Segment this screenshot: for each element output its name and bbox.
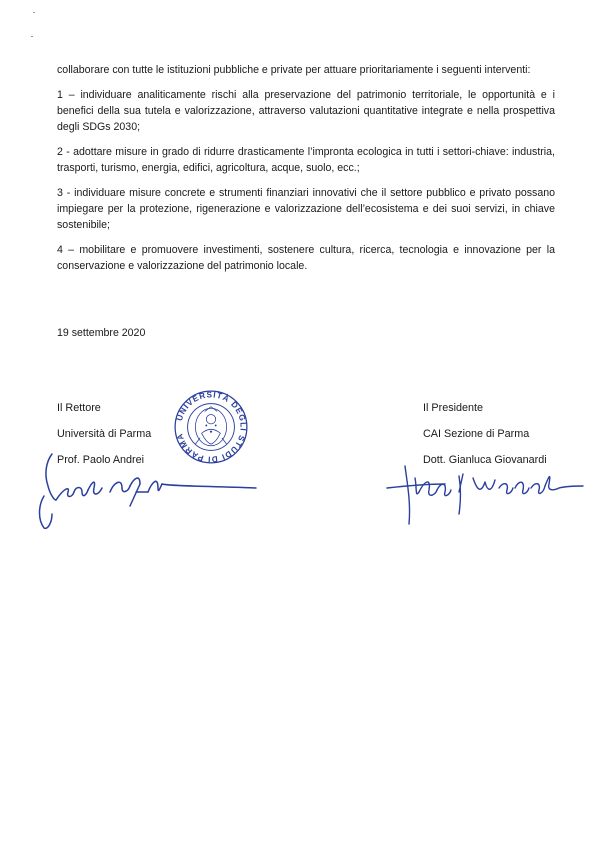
signatory-role: Il Presidente bbox=[423, 402, 484, 414]
scan-mark bbox=[33, 12, 35, 13]
intro-paragraph: collaborare con tutte le istituzioni pubbliche e private per attuare prioritariamente i seguenti interventi: bbox=[57, 64, 531, 76]
intervention-item-2: 2 - adottare misure in grado di ridurre drasticamente l’impronta ecologica in tutti i settori-chiave: industria, trasporti, turismo, energia, edifici, agricoltura, acque, suolo, ecc.; bbox=[57, 146, 555, 174]
signatory-name: Dott. Gianluca Giovanardi bbox=[423, 454, 547, 466]
signatory-role: Il Rettore bbox=[57, 402, 101, 414]
president-signature bbox=[385, 458, 585, 530]
signatory-name: Prof. Paolo Andrei bbox=[57, 454, 145, 466]
intervention-item-1: 1 – individuare analiticamente rischi alla preservazione del patrimonio territoriale, le opportunità e i benefici della sua tutela e valorizzazione, attraverso valutazioni quantitative integrate e nella prospettiva degli SDGs 2030; bbox=[57, 89, 555, 133]
scan-mark bbox=[31, 36, 33, 37]
intervention-item-3: 3 - individuare misure concrete e strumenti finanziari innovativi che il settore pubblico e privato possano impiegare per la protezione, rigenerazione e valorizzazione dell’ecosistema e dei suoi servizi, in chiave sostenibile; bbox=[57, 187, 555, 231]
signatory-institution: CAI Sezione di Parma bbox=[423, 428, 530, 440]
body-text bbox=[57, 62, 555, 283]
rector-signature bbox=[30, 448, 260, 532]
signatory-institution: Università di Parma bbox=[57, 428, 152, 440]
document-date: 19 settembre 2020 bbox=[57, 327, 146, 339]
intervention-item-4: 4 – mobilitare e promuovere investimenti, sostenere cultura, ricerca, tecnologia e innovazione per la conservazione e valorizzazione del patrimonio locale. bbox=[57, 244, 555, 272]
seal-text: UNIVERSITÀ DEGLI STUDI DI PARMA bbox=[174, 390, 248, 464]
